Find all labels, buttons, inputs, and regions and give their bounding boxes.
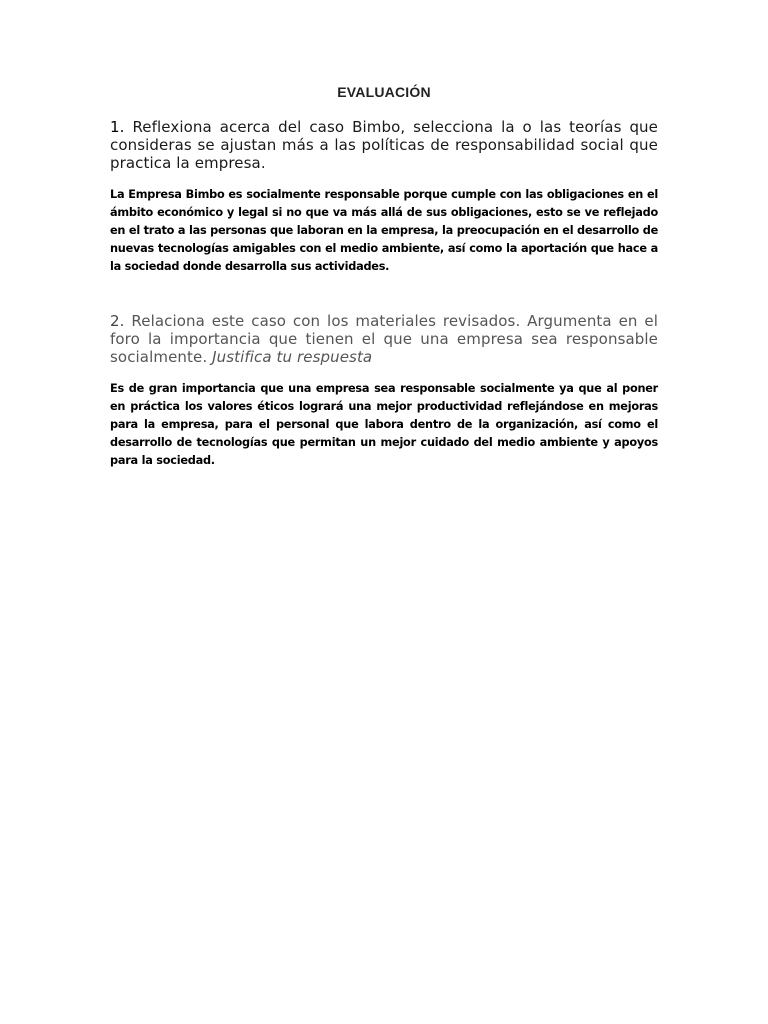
- question-2-italic: Justifica tu respuesta: [212, 348, 373, 366]
- question-2: [110, 312, 658, 366]
- question-2-number: 2.: [110, 312, 125, 330]
- question-2-text: Relaciona este caso con los materiales revisados. Argumenta en el foro la importancia que tienen el que una empresa sea responsable socialmente.: [110, 312, 658, 366]
- question-1-text: Reflexiona acerca del caso Bimbo, selecciona la o las teorías que consideras se ajustan más a las políticas de responsabilidad social que practica la empresa.: [110, 118, 658, 172]
- question-1: [110, 118, 658, 172]
- answer-1: La Empresa Bimbo es socialmente responsable porque cumple con las obligaciones en el ámbito económico y legal si no que va más allá de sus obligaciones, esto se ve reflejado en el trato a las personas que laboran en la empresa, la preocupación en el desarrollo de nuevas tecnologías amigables con el medio ambiente, así como la aportación que hace a la sociedad donde desarrolla sus actividades.: [110, 188, 658, 273]
- document-page: [110, 84, 658, 470]
- answer-2: Es de gran importancia que una empresa sea responsable socialmente ya que al poner en práctica los valores éticos logrará una mejor productividad reflejándose en mejoras para la empresa, para el personal que labora dentro de la organización, así como el desarrollo de tecnologías que permitan un mejor cuidado del medio ambiente y apoyos para la sociedad.: [110, 382, 658, 467]
- document-title: EVALUACIÓN: [337, 84, 431, 100]
- question-1-number: 1.: [110, 118, 125, 136]
